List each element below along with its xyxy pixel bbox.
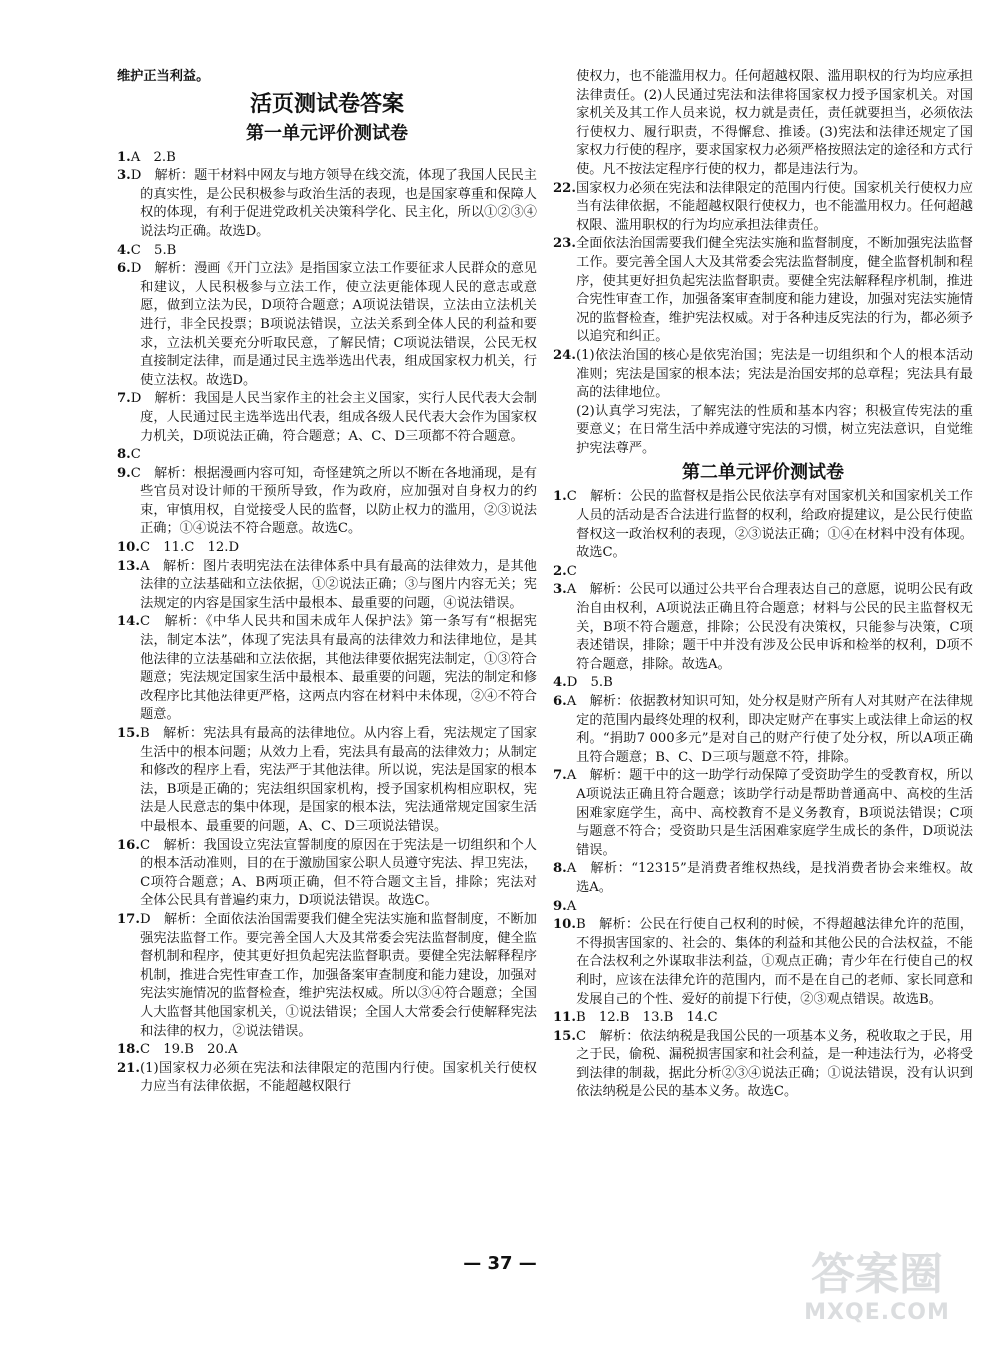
answer-item — [553, 693, 973, 767]
section2-answer-list — [553, 488, 973, 1102]
watermark-logo-text: 答案圈 — [811, 1249, 943, 1300]
answer-item — [553, 563, 973, 582]
answer-text: A 解析：依据教材知识可知，处分权是财产所有人对其财产在法律规定的范围内最终处理的权利，即决定财产在事实上或法律上命运的权利。“捐助7 000多元”是对自己的财产行使了处分权，所以A项正确且符合题意；B、C、D三项与题意不符，排除。 — [566, 694, 973, 765]
answer-item — [553, 581, 973, 674]
answer-item — [553, 347, 973, 403]
section1-title: 第一单元评价测试卷 — [246, 122, 408, 144]
intro-text: 维护正当利益。 — [117, 69, 210, 84]
answer-item — [553, 180, 973, 236]
answer-number: 10. — [553, 917, 576, 933]
answer-text: B 解析：公民在行使自己权利的时候，不得超越法律允许的范围，不得损害国家的、社会的、集体的利益和其他公民的合法权益，不能在合法权利之外谋取非法利益，①观点正确；青少年在行使自己的权利时，应该在法律允许的范围内，而不是在自己的老师、家长同意和发展自己的个性、爱好的前提下行使，②③观点错误。故选B。 — [575, 917, 973, 1007]
answer-text: C — [130, 447, 141, 463]
site-watermark — [782, 1250, 972, 1340]
answer-item — [553, 898, 973, 917]
answer-number: 6. — [117, 261, 131, 277]
answer-text: C 5.B — [130, 242, 177, 258]
answer-text: 全面依法治国需要我们健全宪法实施和监督制度，不断加强宪法监督工作。要完善全国人大及其常委会宪法监督制度，健全监督机制和程序，使其更好担负起宪法监督职责。要健全宪法解释程序机制，推进合宪性审查工作，加强备案审查制度和能力建设，加强对宪法实施情况的监督检查，维护宪法权威。对于各种违反宪法的行为，都必须予以追究和纠正。 — [575, 236, 973, 345]
answer-text: D 解析：全面依法治国需要我们健全宪法实施和监督制度，不断加强宪法监督工作。要完善全国人大及其常委会宪法监督制度，健全监督机制和程序，使其更好担负起宪法监督职责。要健全宪法解释程序机制，推进合宪性审查工作，加强备案审查制度和能力建设，加强对宪法实施情况的监督检查，维护宪法权威。所以③④符合题意；全国人大监督其他国家机关，①说法错误；全国人大常委会行使解释宪法和法律的权力，②说法错误。 — [139, 911, 537, 1039]
answer-subtext: (2)认真学习宪法，了解宪法的性质和基本内容；积极宣传宪法的重要意义；在日常生活中养成遵守宪法的习惯，树立宪法意识，自觉维护宪法尊严。 — [576, 403, 973, 456]
page-number: — 37 — — [463, 1253, 537, 1274]
answer-number: 6. — [553, 694, 567, 709]
answer-text: (1)依法治国的核心是依宪治国；宪法是一切组织和个人的根本活动准则；宪法是国家的根本法；宪法是治国安邦的总章程；宪法具有最高的法律地位。 — [575, 347, 973, 401]
answer-text: C 解析：依法纳税是我国公民的一项基本义务，税收取之于民，用之于民，偷税、漏税损害国家和社会利益，是一种违法行为，必将受到法律的制裁，据此分析②③④说法正确；①说法错误，没有认识到依法纳税是公民的基本义务。故选C。 — [575, 1028, 973, 1100]
answer-number: 3. — [117, 168, 131, 184]
answer-text: C 解析：公民的监督权是指公民依法享有对国家机关和国家机关工作人员的活动是否合法进行监督的权利，给政府提建议，是公民行使监督权这一政治权利的表现，②③说法正确；①④在材料中没有体现。故选C。 — [566, 489, 973, 561]
answer-item — [117, 260, 537, 390]
answer-item — [117, 837, 537, 911]
answer-number: 14. — [117, 614, 140, 630]
answer-number: 23. — [553, 236, 576, 252]
answer-number: 10. — [117, 540, 140, 556]
answer-text: A 解析：图片表明宪法在法律体系中具有最高的法律效力，是其他法律的立法基础和立法依据，①②说法正确；③与图片内容无关；宪法规定的内容是国家生活中最根本、最重要的问题，④说法错误。 — [139, 558, 537, 611]
answer-item — [117, 390, 537, 446]
answer-number: 8. — [553, 861, 567, 877]
answer-text: D 5.B — [566, 675, 613, 691]
answer-number: 9. — [553, 898, 567, 914]
answer-number: 22. — [553, 180, 576, 196]
answer-text: C 解析：根据漫画内容可知，奇怪建筑之所以不断在各地涌现，是有些官员对设计师的干预所导致，作为政府，应加强对自身权力的约束，审慎用权，自觉接受人民的监督，以防止权力的滥用，②③说法正确；①④说法不符合题意。故选C。 — [130, 465, 537, 537]
answer-number: 2. — [553, 563, 567, 579]
answer-number: 7. — [117, 391, 131, 407]
answer-item — [117, 911, 537, 1041]
answer-item — [117, 167, 537, 241]
main-title: 活页测试卷答案 — [249, 90, 404, 117]
answer-text: B 12.B 13.B 14.C — [575, 1010, 718, 1026]
answer-item — [117, 242, 537, 261]
answer-text: A — [566, 898, 577, 914]
answer-number: 11. — [553, 1010, 576, 1026]
answer-number: 9. — [117, 465, 131, 481]
answer-number: 1. — [553, 489, 567, 505]
answer-number: 24. — [553, 347, 576, 363]
answer-text: D 解析：题干材料中网友与地方领导在线交流，体现了我国人民民主的真实性，是公民积极参与政治生活的表现，也是国家尊重和保障人权的体现，有利于促进党政机关决策科学化、民主化，所以①②③④说法均正确。故选D。 — [130, 168, 537, 239]
answer-item — [553, 1028, 973, 1102]
answer-item — [553, 488, 973, 562]
answer-item — [117, 1041, 537, 1060]
answer-text: C 解析：我国设立宪法宣誓制度的原因在于宪法是一切组织和个人的根本活动准则，目的在于激励国家公职人员遵守宪法、捍卫宪法，C项符合题意；A、B两项正确，但不符合题文主旨，排除；宪法对全体公民具有普遍约束力，D项说法错误。故选C。 — [139, 837, 537, 909]
answer-item — [553, 767, 973, 860]
answer-item — [553, 1009, 973, 1028]
answer-item — [553, 235, 973, 347]
answer-number: 16. — [117, 837, 140, 853]
answer-item — [553, 860, 973, 897]
answer-item — [553, 916, 973, 1009]
answer-text: A 2.B — [130, 149, 176, 165]
answer-item — [117, 1060, 537, 1097]
answer-number: 21. — [117, 1060, 140, 1076]
answer-text: D 解析：我国是人民当家作主的社会主义国家，实行人民代表大会制度，人民通过民主选举选出代表，组成各级人民代表大会作为国家权力机关，D项说法正确，符合题意；A、C、D三项都不符合题意。 — [130, 391, 537, 444]
answer-text: C 11.C 12.D — [139, 540, 240, 556]
answer-number: 17. — [117, 911, 140, 927]
answer-text: 国家权力必须在宪法和法律限定的范围内行使。国家机关行使权力应当有法律依据，不能超越权限行使权力，也不能滥用权力。任何超越权限、滥用职权的行为均应承担法律责任。 — [575, 180, 973, 233]
answer-text: A 解析：“12315”是消费者维权热线，是找消费者协会来维权。故选A。 — [566, 861, 973, 895]
answer-text: C 19.B 20.A — [139, 1042, 238, 1058]
answer-text: C 解析：《中华人民共和国未成年人保护法》第一条写有“根据宪法，制定本法”，体现了宪法具有最高的法律效力和法律地位，是其他法律的立法基础和立法依据，其他法律要依据宪法制定，①③符合题意；宪法规定国家生活中最根本、最重要的问题，宪法的制定和修改程序比其他法律更严格，这两点内容在材料中未体现，②④不符合题意。 — [139, 614, 537, 723]
answer-number: 15. — [117, 726, 140, 741]
answer-text: A 解析：题干中的这一助学行动保障了受资助学生的受教育权，所以A项说法正确且符合题意；该助学行动是帮助普通高中、高校的生活困难家庭学生，高中、高校教育不是义务教育，B项说法错误；C项与题意不符合；受资助只是生活困难家庭学生成长的条件，D项说法错误。 — [566, 768, 973, 858]
answer-text: (1)国家权力必须在宪法和法律限定的范围内行使。国家机关行使权力应当有法律依据，不能超越权限行 — [139, 1060, 537, 1095]
section1-answer-list-continued — [553, 180, 973, 459]
answer-item — [117, 446, 537, 465]
answer-item — [117, 539, 537, 558]
answer-text: A 解析：公民可以通过公共平台合理表达自己的意愿，说明公民有政治自由权利，A项说法正确且符合题意；材料与公民的民主监督权无关，B项不符合题意，排除；公民没有决策权，只能参与决策，C项表述错误，排除；题干中并没有涉及公民申诉和检举的权利，D项不符合题意，排除。故选A。 — [566, 582, 973, 672]
answer-number: 18. — [117, 1042, 140, 1058]
answer-number: 3. — [553, 582, 567, 598]
section2-title: 第二单元评价测试卷 — [682, 462, 844, 484]
answer-21-continuation: 使权力，也不能滥用权力。任何超越权限、滥用职权的行为均应承担法律责任。(2)人民通过宪法和法律将国家权力授予国家机关。对国家机关及其工作人员来说，权力就是责任，责任就要担当，必须依法行使权力、履行职责，不得懈怠、推诿。(3)宪法和法律还规定了国家权力行使的程序，要求国家权力必须严格按照法定的途径和方式行使。凡不按法定程序行使的权力，都是违法行为。 — [576, 69, 973, 177]
answer-item — [553, 674, 973, 693]
answer-item — [117, 725, 537, 837]
answer-item — [117, 558, 537, 614]
answer-number: 4. — [117, 242, 131, 258]
answer-text: C — [566, 563, 577, 579]
answer-number: 13. — [117, 558, 140, 574]
answer-item — [117, 149, 537, 168]
answer-item — [117, 465, 537, 539]
answer-number: 15. — [553, 1028, 576, 1044]
answer-number: 1. — [117, 149, 131, 165]
answer-item — [117, 613, 537, 725]
answer-number: 8. — [117, 447, 131, 463]
watermark-site-text: MXQE.COM — [804, 1300, 950, 1325]
answer-text: B 解析：宪法具有最高的法律地位。从内容上看，宪法规定了国家生活中的根本问题；从效力上看，宪法具有最高的法律效力；从制定和修改的程序上看，宪法严于其他法律。所以说，宪法是国家的根本法，B项是正确的；宪法组织国家机构，授予国家机构相应职权，宪法是人民意志的集中体现，是国家的根本法，宪法通常规定国家生活中最根本、最重要的问题，A、C、D三项说法错误。 — [139, 726, 537, 834]
left-column — [117, 68, 537, 1097]
answer-text: D 解析：漫画《开门立法》是指国家立法工作要征求人民群众的意见和建议，人民积极参与立法工作，使立法更能体现人民的意志或意愿，做到立法为民，D项符合题意；A项说法错误，立法由立法机关进行，非全民投票；B项说法错误，立法关系到全体人民的利益和要求，立法机关要充分听取民意，了解民情；C项说法错误，公民无权直接制定法律，而是通过民主选举选出代表，组成国家权力机关，行使立法权。故选D。 — [130, 261, 537, 388]
answer-number: 7. — [553, 768, 567, 784]
answer-number: 4. — [553, 675, 567, 691]
section1-answer-list — [117, 149, 537, 1097]
right-column — [553, 68, 973, 1102]
